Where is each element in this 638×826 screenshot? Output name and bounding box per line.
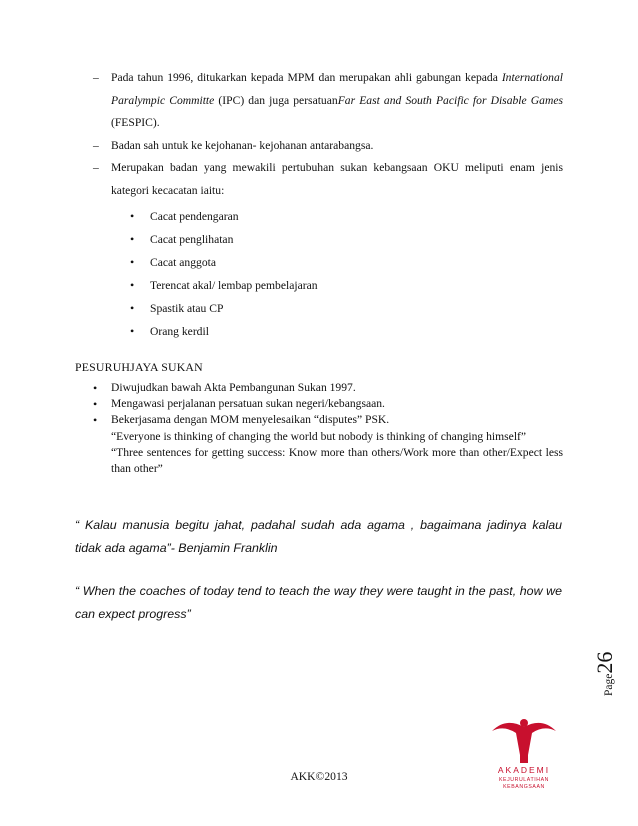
quote-coaches: “ When the coaches of today tend to teach the way they were taught in the past, how we can expect progress”	[75, 584, 562, 621]
list-item: • Terencat akal/ lembap pembelajaran	[130, 274, 318, 297]
bullet-icon: •	[130, 209, 135, 223]
list-item: • Diwujudkan bawah Akta Pembangunan Sukan 1997.	[93, 381, 356, 395]
bullet-icon: •	[93, 413, 98, 428]
psk-list	[93, 380, 563, 477]
psk-quote: “Three sentences for getting success: Know more than others/Work more than other/Expect less than other”	[111, 445, 563, 476]
list-item: • Cacat anggota	[130, 251, 318, 274]
list-item: – Merupakan badan yang mewakili pertubuhan sukan kebangsaan OKU meliputi enam jenis kategori kecacatan iaitu:	[93, 157, 563, 202]
page-number	[592, 636, 632, 696]
list-item: • Mengawasi perjalanan persatuan sukan negeri/kebangsaan.	[93, 397, 385, 412]
footer-copyright: AKK©2013	[290, 770, 348, 783]
dash-icon: –	[93, 138, 99, 152]
svg-text:KEBANGSAAN: KEBANGSAAN	[503, 784, 545, 790]
category-list	[130, 205, 318, 343]
list-item: • Cacat pendengaran	[130, 205, 318, 228]
quote-franklin: “ Kalau manusia begitu jahat, padahal sudah ada agama , bagaimana jadinya kalau tidak ada agama”- Benjamin Franklin	[75, 518, 562, 555]
section-heading: PESURUHJAYA SUKAN	[75, 360, 203, 374]
bullet-icon: •	[130, 278, 135, 292]
bullet-icon: •	[130, 232, 135, 246]
bullet-icon: •	[93, 381, 98, 395]
list-item: – Badan sah untuk ke kejohanan- kejohanan antarabangsa.	[93, 135, 563, 158]
akademi-logo-icon	[484, 715, 564, 795]
bullet-icon: •	[130, 301, 135, 315]
dash-icon: –	[93, 161, 99, 174]
svg-text:AKADEMI: AKADEMI	[497, 765, 551, 775]
page-label-prefix: Page	[603, 673, 615, 696]
list-item: • Spastik atau CP	[130, 297, 318, 320]
list-item: • Orang kerdil	[130, 320, 318, 343]
list-item: – Pada tahun 1996, ditukarkan kepada MPM dan merupakan ahli gabungan kepada International Paralympic Committe (IPC) dan juga persatuanFar East and South Pacific for Disable Games (FESPIC).	[93, 67, 563, 135]
list-item: • Cacat penglihatan	[130, 228, 318, 251]
bullet-icon: •	[130, 255, 135, 269]
svg-text:KEJURULATIHAN: KEJURULATIHAN	[498, 777, 550, 783]
dash-list	[93, 67, 563, 202]
psk-quote: “Everyone is thinking of changing the world but nobody is thinking of changing himself”	[111, 429, 527, 443]
bullet-icon: •	[93, 397, 98, 412]
bullet-icon: •	[130, 324, 135, 338]
dash-icon: –	[93, 71, 99, 84]
page-label-number: 26	[592, 651, 617, 674]
list-item: • Bekerjasama dengan MOM menyelesaikan “disputes” PSK. “Everyone is thinking of changing the world but nobody is thinking of changing himself” “Three sentences for getting success: Know more than others/Work more than other/Expect less than other”	[93, 412, 563, 477]
